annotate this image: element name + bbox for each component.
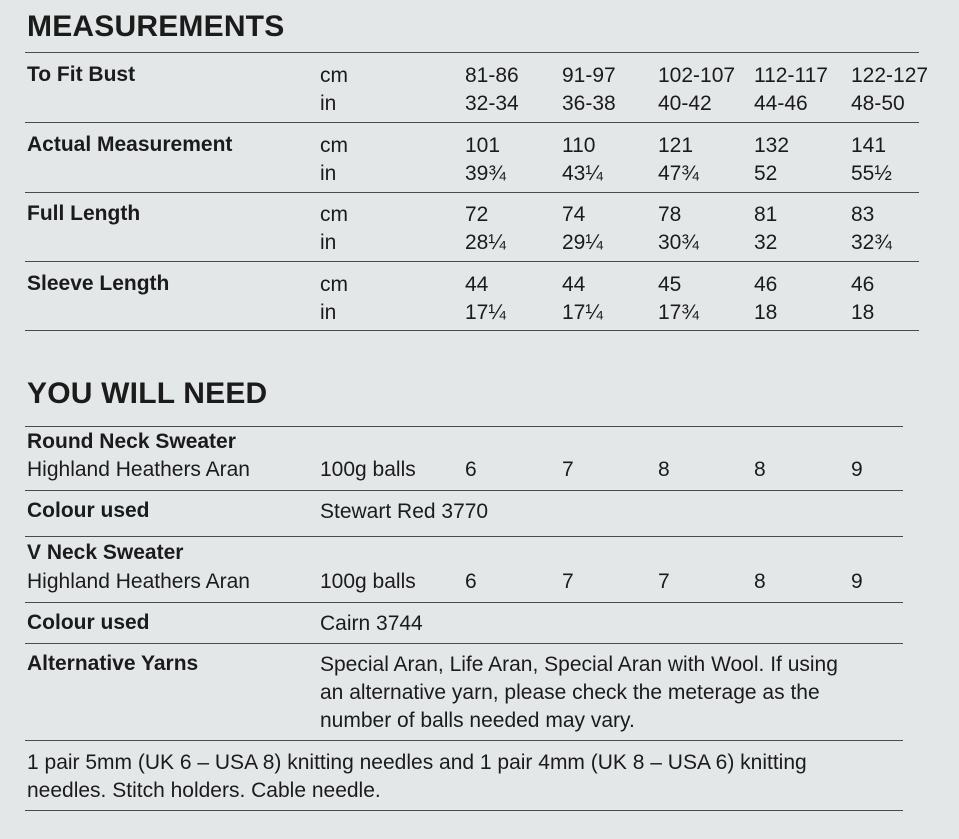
ball-count: 8 xyxy=(658,458,670,481)
value-cell: 32 xyxy=(754,231,778,254)
yarn-name: Highland Heathers Aran xyxy=(27,458,250,481)
value-cell: 43¼ xyxy=(562,162,603,185)
value-cell: 48-50 xyxy=(851,92,905,115)
row-label: Actual Measurement xyxy=(27,133,233,156)
value-cell: 47¾ xyxy=(658,162,699,185)
divider xyxy=(25,536,903,537)
unit-in: in xyxy=(320,92,337,115)
value-cell: 46 xyxy=(754,273,778,296)
measurements-heading: MEASUREMENTS xyxy=(27,10,285,43)
unit-cm: cm xyxy=(320,134,348,157)
value-cell: 17¼ xyxy=(465,301,506,324)
value-cell: 28¼ xyxy=(465,231,506,254)
value-cell: 83 xyxy=(851,203,875,226)
row-label: To Fit Bust xyxy=(27,63,136,86)
value-cell: 18 xyxy=(754,301,778,324)
ball-count: 9 xyxy=(851,570,863,593)
value-cell: 44-46 xyxy=(754,92,808,115)
colour-label: Colour used xyxy=(27,611,150,634)
value-cell: 102-107 xyxy=(658,64,736,87)
needles-line: needles. Stitch holders. Cable needle. xyxy=(27,779,381,802)
yarn-name: Highland Heathers Aran xyxy=(27,570,250,593)
value-cell: 110 xyxy=(562,134,596,157)
unit-cm: cm xyxy=(320,203,348,226)
colour-value: Cairn 3744 xyxy=(320,612,423,635)
value-cell: 46 xyxy=(851,273,875,296)
value-cell: 141 xyxy=(851,134,887,157)
ball-count: 7 xyxy=(658,570,670,593)
value-cell: 30¾ xyxy=(658,231,699,254)
row-label: Sleeve Length xyxy=(27,272,170,295)
alt-yarns-line: Special Aran, Life Aran, Special Aran with Wool. If using xyxy=(320,653,838,676)
unit-in: in xyxy=(320,162,337,185)
value-cell: 44 xyxy=(562,273,586,296)
divider xyxy=(25,261,919,262)
value-cell: 32¾ xyxy=(851,231,892,254)
you-will-need-heading: YOU WILL NEED xyxy=(27,377,268,410)
value-cell: 36-38 xyxy=(562,92,616,115)
divider xyxy=(25,740,903,741)
row-label: Full Length xyxy=(27,202,141,225)
value-cell: 74 xyxy=(562,203,586,226)
divider xyxy=(25,52,919,53)
ball-count: 6 xyxy=(465,458,477,481)
divider xyxy=(25,122,919,123)
value-cell: 91-97 xyxy=(562,64,616,87)
value-cell: 45 xyxy=(658,273,682,296)
value-cell: 55½ xyxy=(851,162,892,185)
ball-count: 6 xyxy=(465,570,477,593)
ball-count: 8 xyxy=(754,570,766,593)
value-cell: 17¼ xyxy=(562,301,603,324)
value-cell: 18 xyxy=(851,301,875,324)
yarn-unit: 100g balls xyxy=(320,570,416,593)
value-cell: 132 xyxy=(754,134,790,157)
value-cell: 121 xyxy=(658,134,694,157)
unit-in: in xyxy=(320,301,337,324)
divider xyxy=(25,192,919,193)
value-cell: 72 xyxy=(465,203,489,226)
divider xyxy=(25,330,919,331)
alt-yarns-line: number of balls needed may vary. xyxy=(320,709,635,732)
value-cell: 39¾ xyxy=(465,162,506,185)
value-cell: 52 xyxy=(754,162,778,185)
section-label: V Neck Sweater xyxy=(27,541,184,564)
divider xyxy=(25,490,903,491)
ball-count: 7 xyxy=(562,458,574,481)
value-cell: 78 xyxy=(658,203,682,226)
unit-in: in xyxy=(320,231,337,254)
divider xyxy=(25,426,903,427)
divider xyxy=(25,810,903,811)
colour-label: Colour used xyxy=(27,499,150,522)
value-cell: 40-42 xyxy=(658,92,712,115)
divider xyxy=(25,602,903,603)
alt-yarns-line: an alternative yarn, please check the meterage as the xyxy=(320,681,820,704)
divider xyxy=(25,643,903,644)
ball-count: 9 xyxy=(851,458,863,481)
value-cell: 81 xyxy=(754,203,778,226)
needles-line: 1 pair 5mm (UK 6 – USA 8) knitting needles and 1 pair 4mm (UK 8 – USA 6) knitting xyxy=(27,751,807,774)
section-label: Round Neck Sweater xyxy=(27,430,236,453)
value-cell: 32-34 xyxy=(465,92,519,115)
unit-cm: cm xyxy=(320,64,348,87)
value-cell: 29¼ xyxy=(562,231,603,254)
value-cell: 101 xyxy=(465,134,501,157)
ball-count: 7 xyxy=(562,570,574,593)
ball-count: 8 xyxy=(754,458,766,481)
value-cell: 81-86 xyxy=(465,64,519,87)
colour-value: Stewart Red 3770 xyxy=(320,500,489,523)
alt-yarns-label: Alternative Yarns xyxy=(27,652,199,675)
value-cell: 17¾ xyxy=(658,301,699,324)
value-cell: 122-127 xyxy=(851,64,929,87)
value-cell: 44 xyxy=(465,273,489,296)
value-cell: 112-117 xyxy=(754,64,828,87)
yarn-unit: 100g balls xyxy=(320,458,416,481)
unit-cm: cm xyxy=(320,273,348,296)
